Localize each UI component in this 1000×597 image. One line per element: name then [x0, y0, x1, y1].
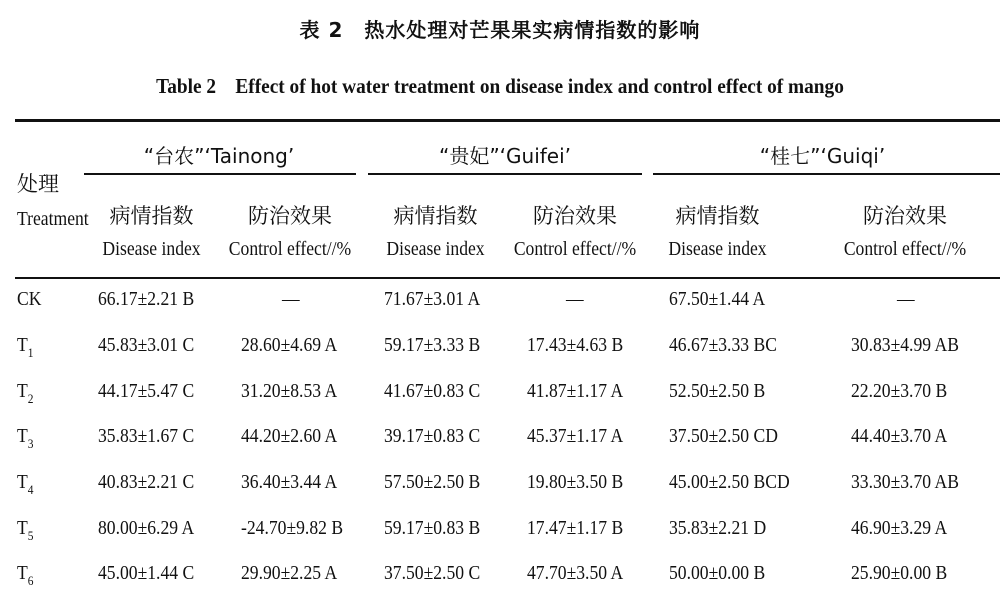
control-effect-cell: 41.87±1.17 A — [527, 380, 624, 402]
disease-index-cell: 40.83±2.21 C — [98, 471, 195, 493]
control-effect-cell: 44.40±3.70 A — [851, 425, 948, 447]
treatment-header-cn: 处理 — [17, 172, 59, 196]
control-effect-cell: 17.43±4.63 B — [527, 334, 624, 356]
disease-index-cell: 37.50±2.50 C — [384, 562, 481, 584]
disease-index-cell: 52.50±2.50 B — [669, 380, 766, 402]
treatment-label — [17, 471, 34, 497]
disease-index-cell: 59.17±0.83 B — [384, 517, 481, 539]
group-header-guiqi: “桂七”‘Guiqi’ — [759, 144, 886, 168]
treatment-label — [17, 562, 34, 588]
group-header-tainong: “台农”‘Tainong’ — [143, 144, 295, 168]
treatment-code: T — [17, 334, 28, 356]
disease-index-cell: 45.00±1.44 C — [98, 562, 195, 584]
treatment-subscript: 2 — [27, 391, 34, 406]
control-effect-cell: 47.70±3.50 A — [527, 562, 624, 584]
control-effect-cell: 17.47±1.17 B — [527, 517, 624, 539]
disease-index-cell: 45.00±2.50 BCD — [669, 471, 790, 493]
disease-index-cell: 41.67±0.83 C — [384, 380, 481, 402]
disease-index-cell: 46.67±3.33 BC — [669, 334, 777, 356]
treatment-subscript: 3 — [27, 436, 34, 451]
control-effect-cell: 46.90±3.29 A — [851, 517, 948, 539]
subheader-control-effect-en: Control effect//% — [843, 238, 967, 260]
subheader-disease-index-cn: 病情指数 — [109, 204, 194, 228]
control-effect-cell: 36.40±3.44 A — [241, 471, 338, 493]
treatment-label — [17, 517, 34, 543]
control-effect-cell: 29.90±2.25 A — [241, 562, 338, 584]
treatment-subscript: 1 — [27, 345, 34, 360]
disease-index-cell: 45.83±3.01 C — [98, 334, 195, 356]
disease-index-cell: 35.83±1.67 C — [98, 425, 195, 447]
control-effect-cell: 30.83±4.99 AB — [851, 334, 959, 356]
treatment-header-en: Treatment — [17, 208, 89, 230]
table-caption-cn: 表 2 热水处理对芒果果实病情指数的影响 — [299, 18, 701, 42]
group-header-guifei: “贵妃”‘Guifei’ — [438, 144, 572, 168]
treatment-code: T — [17, 425, 28, 447]
subheader-disease-index-en: Disease index — [668, 238, 767, 260]
control-effect-cell: — — [566, 288, 584, 310]
treatment-label — [17, 288, 41, 311]
subheader-control-effect-en: Control effect//% — [228, 238, 352, 260]
disease-index-cell: 37.50±2.50 CD — [669, 425, 778, 447]
treatment-code: T — [17, 562, 28, 584]
header-bottom-rule — [15, 277, 1000, 279]
treatment-subscript: 5 — [27, 528, 34, 543]
disease-index-cell: 39.17±0.83 C — [384, 425, 481, 447]
subheader-disease-index-en: Disease index — [102, 238, 201, 260]
disease-index-cell: 71.67±3.01 A — [384, 288, 481, 310]
control-effect-cell: -24.70±9.82 B — [241, 517, 344, 539]
control-effect-cell: — — [282, 288, 300, 310]
subheader-control-effect-cn: 防治效果 — [863, 204, 947, 228]
treatment-subscript: 4 — [27, 482, 34, 497]
control-effect-cell: 33.30±3.70 AB — [851, 471, 959, 493]
control-effect-cell: 28.60±4.69 A — [241, 334, 338, 356]
control-effect-cell: — — [897, 288, 915, 310]
treatment-code: CK — [17, 288, 42, 310]
top-rule — [15, 119, 1000, 122]
disease-index-cell: 80.00±6.29 A — [98, 517, 195, 539]
subheader-disease-index-en: Disease index — [386, 238, 485, 260]
group-underline-guiqi — [653, 173, 1000, 175]
subheader-control-effect-cn: 防治效果 — [533, 204, 617, 228]
control-effect-cell: 45.37±1.17 A — [527, 425, 624, 447]
subheader-disease-index-cn: 病情指数 — [675, 204, 760, 228]
control-effect-cell: 22.20±3.70 B — [851, 380, 948, 402]
disease-index-cell: 57.50±2.50 B — [384, 471, 481, 493]
disease-index-cell: 35.83±2.21 D — [669, 517, 767, 539]
treatment-code: T — [17, 517, 28, 539]
control-effect-cell: 25.90±0.00 B — [851, 562, 948, 584]
treatment-label — [17, 425, 34, 451]
disease-index-cell: 50.00±0.00 B — [669, 562, 766, 584]
treatment-code: T — [17, 471, 28, 493]
disease-index-cell: 59.17±3.33 B — [384, 334, 481, 356]
disease-index-cell: 44.17±5.47 C — [98, 380, 195, 402]
treatment-code: T — [17, 380, 28, 402]
group-underline-guifei — [368, 173, 642, 175]
control-effect-cell: 19.80±3.50 B — [527, 471, 624, 493]
group-underline-tainong — [84, 173, 356, 175]
subheader-disease-index-cn: 病情指数 — [393, 204, 478, 228]
control-effect-cell: 44.20±2.60 A — [241, 425, 338, 447]
treatment-label — [17, 380, 34, 406]
subheader-control-effect-cn: 防治效果 — [248, 204, 332, 228]
treatment-label — [17, 334, 34, 360]
disease-index-cell: 67.50±1.44 A — [669, 288, 766, 310]
table-caption-en: Table 2 Effect of hot water treatment on disease index and control effect of mango — [156, 74, 844, 98]
treatment-subscript: 6 — [27, 573, 34, 588]
control-effect-cell: 31.20±8.53 A — [241, 380, 338, 402]
disease-index-cell: 66.17±2.21 B — [98, 288, 195, 310]
subheader-control-effect-en: Control effect//% — [513, 238, 637, 260]
